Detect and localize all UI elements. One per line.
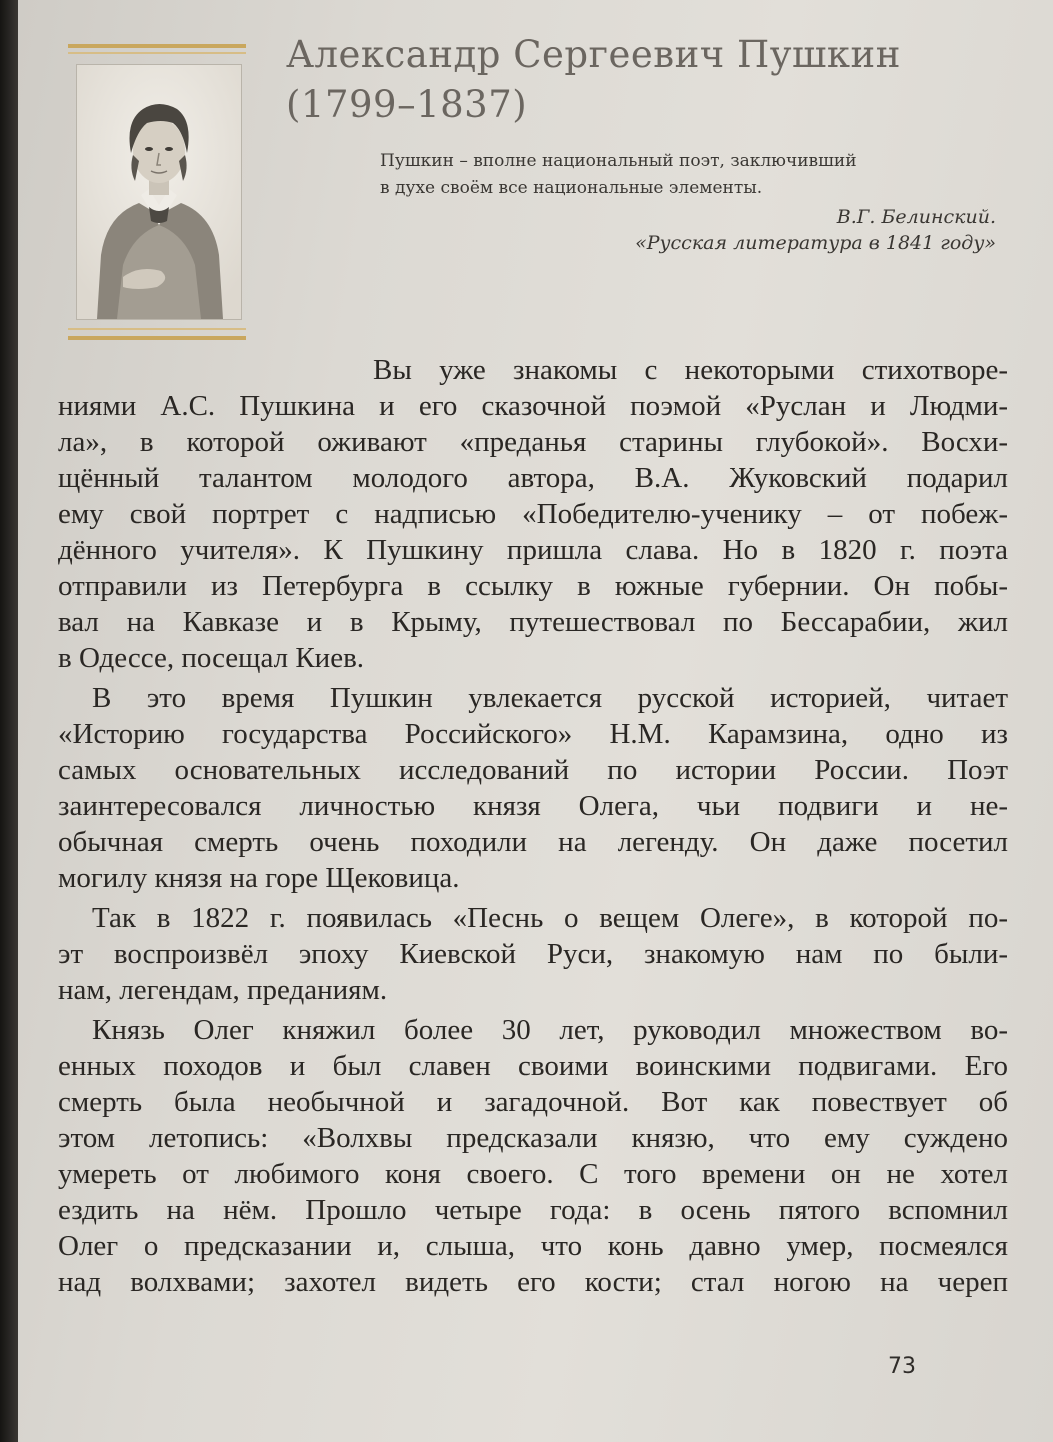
- text-line: Так в 1822 г. появилась «Песнь о вещем Олеге», в которой по-: [92, 902, 1008, 934]
- paragraph: [58, 352, 1008, 676]
- text-line: могилу князя на горе Щековица.: [58, 862, 460, 894]
- text-line: этом летопись: «Волхвы предсказали князю, что ему суждено: [58, 1122, 1008, 1154]
- top-decorative-bar-thin: [68, 52, 246, 54]
- text-line: В это время Пушкин увлекается русской историей, читает: [92, 682, 1008, 714]
- text-line: дённого учителя». К Пушкину пришла слава. Но в 1820 г. поэта: [58, 534, 1008, 566]
- text-line: вал на Кавказе и в Крыму, путешествовал по Бессарабии, жил: [58, 606, 1008, 638]
- text-line: умереть от любимого коня своего. С того времени он не хотел: [58, 1158, 1008, 1190]
- book-page: [18, 0, 1053, 1442]
- body-text: [58, 352, 1008, 1300]
- page-number: 73: [888, 1354, 916, 1379]
- epigraph-line: Пушкин – вполне национальный поэт, заключивший: [380, 151, 857, 171]
- top-decorative-bar: [68, 44, 246, 48]
- paragraph: [58, 900, 1008, 1008]
- text-line: отправили из Петербурга в ссылку в южные губернии. Он побы-: [58, 570, 1008, 602]
- paragraph: [58, 1012, 1008, 1300]
- text-line: ему свой портрет с надписью «Победителю-ученику – от побеж-: [58, 498, 1008, 530]
- text-line: ла», в которой оживают «преданья старины глубокой». Восхи-: [58, 426, 1008, 458]
- bottom-decorative-bar-thin: [68, 328, 246, 330]
- text-line: заинтересовался личностью князя Олега, чьи подвиги и не-: [58, 790, 1008, 822]
- text-line: ездить на нём. Прошло четыре года: в осень пятого вспомнил: [58, 1194, 1008, 1226]
- text-line: Вы уже знакомы с некоторыми стихотворе-: [373, 354, 1008, 386]
- page-spine-shadow: [0, 0, 18, 1442]
- text-line: «Историю государства Российского» Н.М. Карамзина, одно из: [58, 718, 1008, 750]
- text-line: в Одессе, посещал Киев.: [58, 642, 365, 674]
- text-line: смерть была необычной и загадочной. Вот как повествует об: [58, 1086, 1008, 1118]
- epigraph-source: «Русская литература в 1841 году»: [635, 232, 996, 254]
- text-line: нам, легендам, преданиям.: [58, 974, 388, 1006]
- epigraph-author: В.Г. Белинский.: [836, 206, 996, 228]
- text-line: ниями А.С. Пушкина и его сказочной поэмой «Руслан и Людми-: [58, 390, 1008, 422]
- page-title: [286, 30, 906, 130]
- text-line: Олег о предсказании и, слыша, что конь давно умер, посмеялся: [58, 1230, 1008, 1262]
- paragraph: [58, 680, 1008, 896]
- text-line: над волхвами; захотел видеть его кости; стал ногою на череп: [58, 1266, 1008, 1298]
- text-line: эт воспроизвёл эпоху Киевской Руси, знакомую нам по были-: [58, 938, 1008, 970]
- epigraph-line: в духе своём все национальные элементы.: [380, 178, 763, 198]
- text-line: Князь Олег княжил более 30 лет, руководил множеством во-: [92, 1014, 1008, 1046]
- bottom-decorative-bar: [68, 336, 246, 340]
- epigraph: [380, 148, 1020, 258]
- text-line: обычная смерть очень походили на легенду. Он даже посетил: [58, 826, 1008, 858]
- portrait-image: [76, 64, 242, 320]
- text-line: самых основательных исследований по истории России. Поэт: [58, 754, 1008, 786]
- title-name: Александр Сергеевич Пушкин: [286, 33, 901, 76]
- text-line: енных походов и был славен своими воинскими подвигами. Его: [58, 1050, 1008, 1082]
- portrait-icon: [77, 65, 241, 319]
- text-line: щённый талантом молодого автора, В.А. Жуковский подарил: [58, 462, 1008, 494]
- title-years: (1799–1837): [286, 83, 528, 126]
